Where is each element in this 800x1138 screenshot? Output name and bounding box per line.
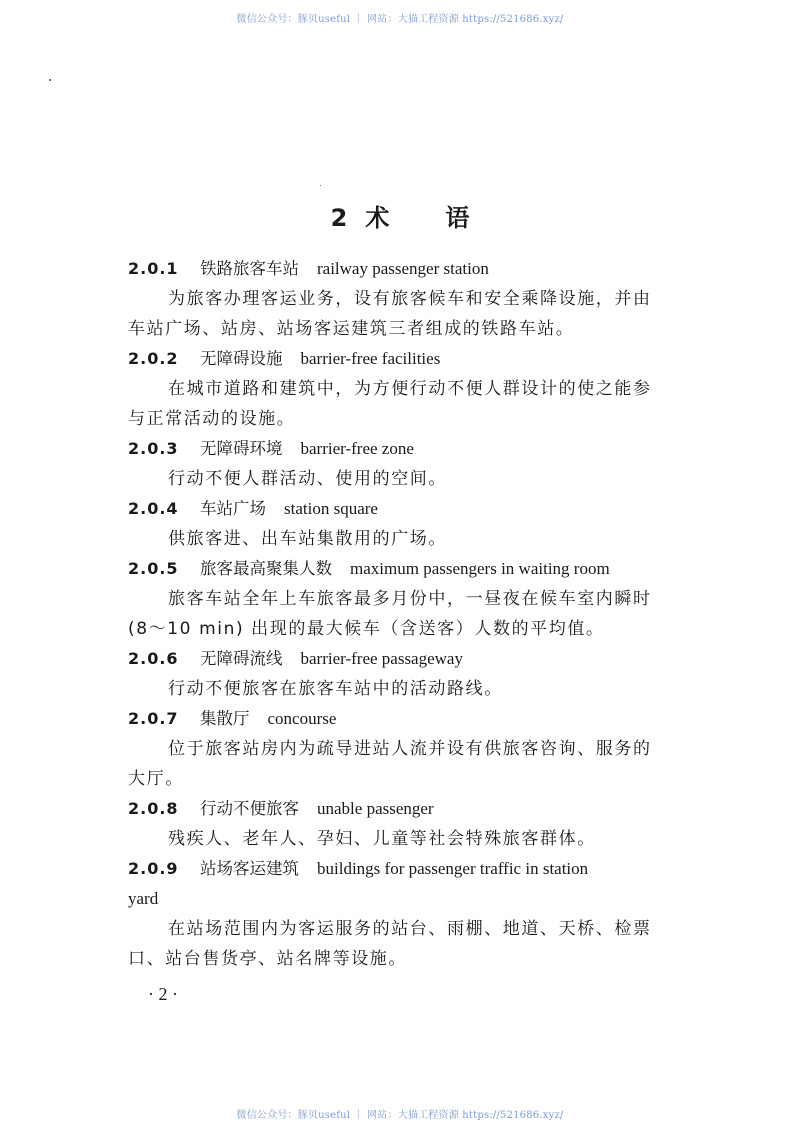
watermark-top: 微信公众号：豚贝useful ｜ 网站：大猫工程资源 https://521686.xyz/ — [236, 14, 564, 25]
term-english: railway passenger station — [317, 259, 489, 278]
term-english: station square — [284, 499, 378, 518]
term-english: yard — [128, 889, 159, 908]
term-definition: 残疾人、老年人、孕妇、儿童等社会特殊旅客群体。 — [168, 829, 596, 849]
term-chinese: 无障碍流线 — [200, 649, 283, 668]
term-english: barrier-free facilities — [300, 349, 441, 368]
term-english: buildings for passenger traffic in station — [317, 859, 589, 878]
page-number: · 2 · — [148, 984, 178, 1004]
scan-speck — [49, 79, 51, 81]
term-number: 2.0.1 — [128, 259, 179, 278]
term-chinese: 车站广场 — [200, 499, 266, 518]
term-number: 2.0.7 — [128, 709, 179, 728]
term-chinese: 集散厅 — [200, 709, 250, 728]
term-definition: 车站广场、站房、站场客运建筑三者组成的铁路车站。 — [128, 319, 575, 339]
term-heading — [128, 704, 694, 734]
term-number: 2.0.8 — [128, 799, 179, 818]
term-definition: 位于旅客站房内为疏导进站人流并设有供旅客咨询、服务的 — [168, 739, 652, 759]
chapter-title — [0, 198, 800, 233]
term-number: 2.0.5 — [128, 559, 179, 578]
term-chinese: 无障碍设施 — [200, 349, 283, 368]
term-number: 2.0.6 — [128, 649, 179, 668]
term-definition: 在站场范围内为客运服务的站台、雨棚、地道、天桥、检票 — [168, 919, 652, 939]
term-heading — [128, 554, 694, 584]
term-heading — [128, 494, 694, 524]
term-heading — [128, 344, 694, 374]
term-heading — [128, 854, 694, 884]
term-english: barrier-free passageway — [300, 649, 463, 668]
term-number: 2.0.2 — [128, 349, 179, 368]
watermark-bottom: 微信公众号：豚贝useful ｜ 网站：大猫工程资源 https://521686.xyz/ — [236, 1110, 564, 1121]
term-heading — [128, 434, 694, 464]
term-english: concourse — [267, 709, 337, 728]
scan-speck — [320, 185, 321, 186]
term-definition: (8～10 min) 出现的最大候车（含送客）人数的平均值。 — [128, 619, 605, 639]
chapter-title-char: 术 — [365, 204, 390, 232]
term-definition: 大厅。 — [128, 769, 184, 789]
term-chinese: 无障碍环境 — [200, 439, 283, 458]
term-definition: 口、站台售货亭、站名牌等设施。 — [128, 949, 407, 969]
term-definition: 行动不便人群活动、使用的空间。 — [168, 469, 447, 489]
terms-list — [128, 254, 694, 974]
term-definition: 与正常活动的设施。 — [128, 409, 296, 429]
term-heading — [128, 644, 694, 674]
chapter-number: 2 — [330, 204, 348, 232]
chapter-title-char: 语 — [445, 204, 470, 232]
term-definition: 旅客车站全年上车旅客最多月份中，一昼夜在候车室内瞬时 — [168, 589, 652, 609]
term-chinese: 行动不便旅客 — [200, 799, 299, 818]
term-number: 2.0.3 — [128, 439, 179, 458]
term-heading — [128, 794, 694, 824]
term-english: barrier-free zone — [300, 439, 414, 458]
term-definition: 在城市道路和建筑中，为方便行动不便人群设计的使之能参 — [168, 379, 652, 399]
term-number: 2.0.9 — [128, 859, 179, 878]
term-english: maximum passengers in waiting room — [350, 559, 610, 578]
term-definition: 供旅客进、出车站集散用的广场。 — [168, 529, 447, 549]
term-definition: 为旅客办理客运业务，设有旅客候车和安全乘降设施，并由 — [168, 289, 652, 309]
term-chinese: 铁路旅客车站 — [200, 259, 299, 278]
term-chinese: 站场客运建筑 — [200, 859, 299, 878]
term-english-continued — [128, 884, 694, 914]
term-definition: 行动不便旅客在旅客车站中的活动路线。 — [168, 679, 503, 699]
term-heading — [128, 254, 694, 284]
term-english: unable passenger — [317, 799, 434, 818]
term-number: 2.0.4 — [128, 499, 179, 518]
term-chinese: 旅客最高聚集人数 — [200, 559, 332, 578]
